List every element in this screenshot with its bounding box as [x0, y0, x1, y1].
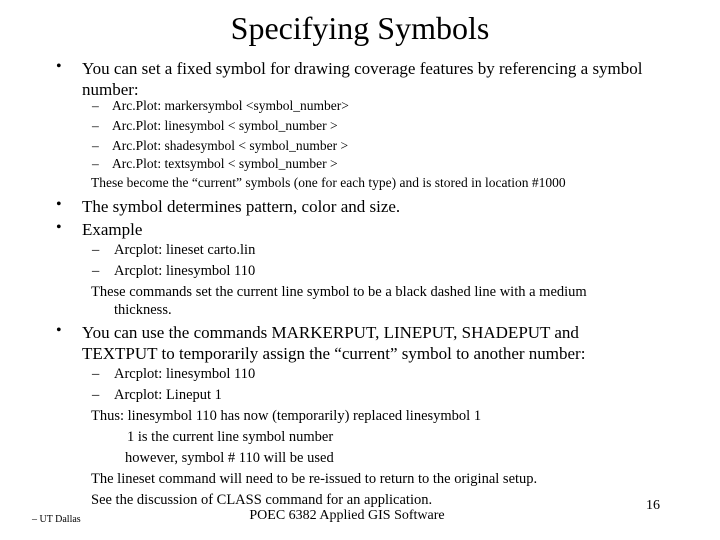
bullet-3-note-line-2: thickness. [114, 302, 172, 318]
bullet-1-text: You can set a fixed symbol for drawing coverage features by referencing a symbol number: [82, 59, 643, 99]
sub-item-text: Arc.Plot: linesymbol < symbol_number > [112, 118, 338, 133]
dash-marker: – [92, 387, 100, 403]
bullet-3-note-line-1: These commands set the current line symbol to be a black dashed line with a medium [91, 284, 587, 300]
slide-title: Specifying Symbols [230, 10, 490, 46]
sub-item-text: Arcplot: linesymbol 110 [114, 263, 256, 279]
bullet-4-line: however, symbol # 110 will be used [125, 450, 334, 466]
dash-marker: – [92, 263, 100, 279]
bullet-marker: • [56, 58, 62, 75]
bullet-4-line: The lineset command will need to be re-issued to return to the original setup. [91, 471, 538, 487]
dash-marker: – [92, 118, 99, 133]
footer-center: POEC 6382 Applied GIS Software [249, 508, 445, 523]
bullet-4-line: See the discussion of CLASS command for an application. [91, 492, 433, 508]
dash-marker: – [92, 366, 100, 382]
bullet-3-text: Example [82, 220, 143, 239]
bullet-4-text-line-1: You can use the commands MARKERPUT, LINEPUT, SHADEPUT and [82, 323, 579, 342]
sub-item-text: Arc.Plot: textsymbol < symbol_number > [112, 156, 338, 171]
bullet-2-text: The symbol determines pattern, color and size. [82, 197, 401, 216]
dash-marker: – [92, 138, 99, 153]
dash-marker: – [92, 242, 100, 258]
dash-marker: – [92, 156, 99, 171]
page-number: 16 [646, 498, 660, 513]
bullet-1-note: These become the “current” symbols (one for each type) and is stored in location #1000 [91, 175, 566, 190]
footer-left: – UT Dallas [32, 514, 81, 525]
dash-marker: – [92, 98, 99, 113]
bullet-marker: • [56, 219, 62, 236]
bullet-marker: • [56, 322, 62, 339]
bullet-marker: • [56, 196, 62, 213]
bullet-4-line: Thus: linesymbol 110 has now (temporarily) replaced linesymbol 1 [91, 408, 482, 424]
sub-item-text: Arc.Plot: markersymbol <symbol_number> [112, 98, 349, 113]
sub-item-text: Arcplot: Lineput 1 [114, 387, 222, 403]
bullet-4-text-line-2: TEXTPUT to temporarily assign the “current” symbol to another number: [82, 344, 586, 363]
bullet-4-line: 1 is the current line symbol number [127, 429, 334, 445]
sub-item-text: Arcplot: linesymbol 110 [114, 366, 256, 382]
sub-item-text: Arcplot: lineset carto.lin [114, 242, 256, 258]
sub-item-text: Arc.Plot: shadesymbol < symbol_number > [112, 138, 349, 153]
